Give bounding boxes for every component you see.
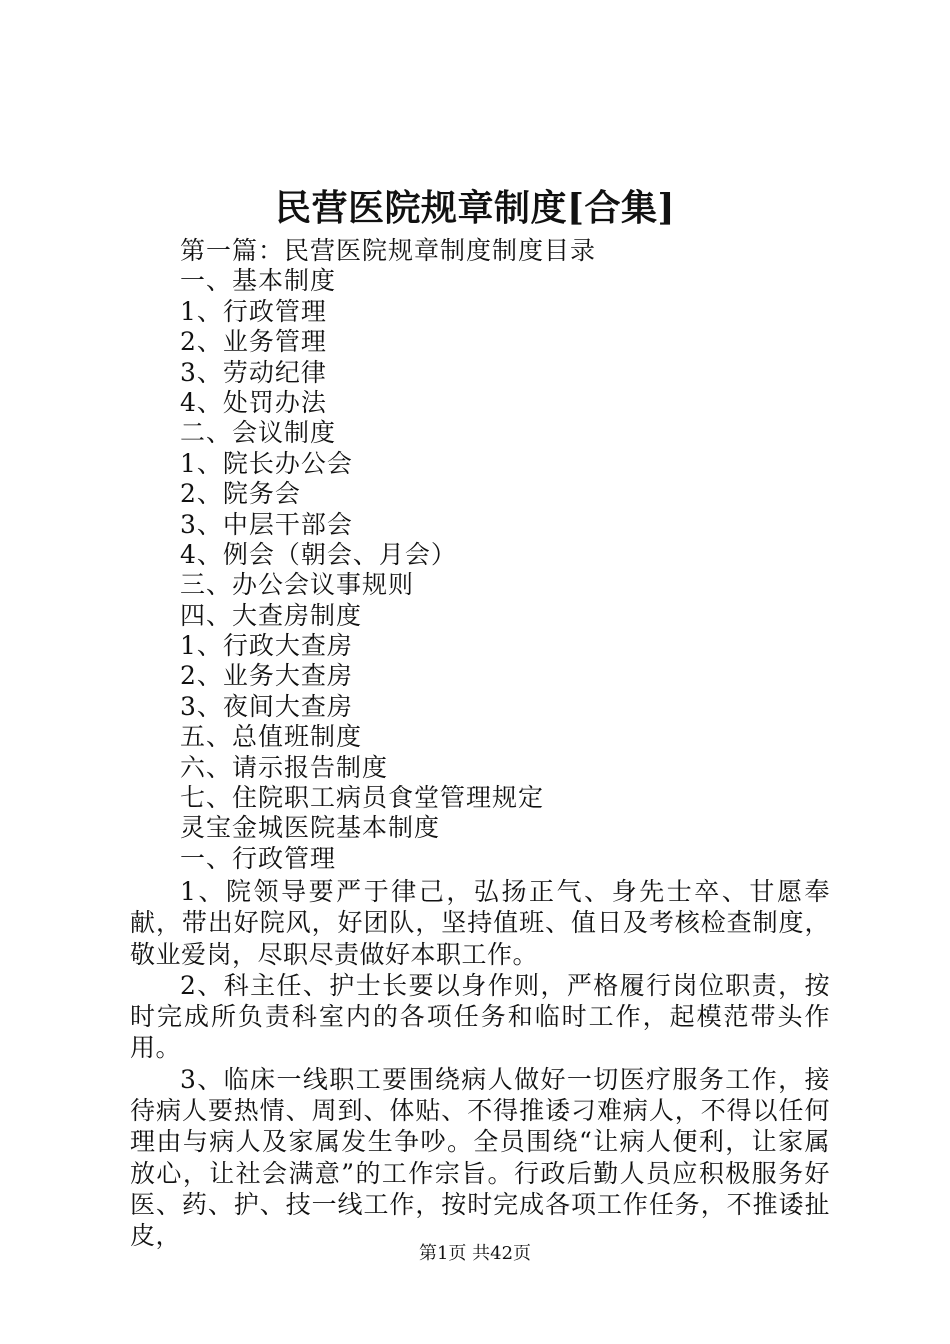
document-title: 民营医院规章制度[合集] — [274, 187, 676, 229]
toc-line: 3、中层干部会 — [180, 509, 353, 539]
body-paragraph: 2、科主任、护士长要以身作则，严格履行岗位职责，按时完成所负责科室内的各项任务和临时工作，起模范带头作用。 — [130, 970, 830, 1063]
toc-line: 2、业务大查房 — [180, 661, 353, 691]
toc-line: 3、劳动纪律 — [180, 357, 327, 387]
toc-line: 二、会议制度 — [180, 418, 337, 448]
toc-line: 四、大查房制度 — [180, 600, 363, 630]
toc-line: 1、行政管理 — [180, 296, 327, 326]
toc-line: 4、例会（朝会、月会） — [180, 539, 457, 569]
toc-line: 五、总值班制度 — [180, 722, 363, 752]
toc-line: 三、办公会议事规则 — [180, 570, 415, 600]
table-of-contents — [180, 236, 880, 874]
toc-line: 六、请示报告制度 — [180, 752, 389, 782]
toc-line: 2、院务会 — [180, 479, 301, 509]
toc-line: 2、业务管理 — [180, 327, 327, 357]
toc-line: 七、住院职工病员食堂管理规定 — [180, 783, 545, 813]
body-paragraph: 1、院领导要严于律己，弘扬正气、身先士卒、甘愿奉献，带出好院风，好团队，坚持值班、值日及考核检查制度，敬业爱岗，尽职尽责做好本职工作。 — [130, 877, 830, 969]
body-text — [130, 876, 830, 1252]
toc-line: 一、行政管理 — [180, 843, 337, 873]
toc-line: 1、院长办公会 — [180, 448, 353, 478]
toc-line: 一、基本制度 — [180, 266, 337, 296]
toc-line: 灵宝金城医院基本制度 — [180, 813, 441, 843]
toc-line: 4、处罚办法 — [180, 387, 327, 417]
toc-line: 3、夜间大查房 — [180, 691, 353, 721]
toc-line: 第一篇：民营医院规章制度制度目录 — [180, 236, 597, 265]
page-footer: 第1页 共42页 — [418, 1243, 532, 1264]
body-paragraph: 3、临床一线职工要围绕病人做好一切医疗服务工作，接待病人要热情、周到、体贴、不得推诿刁难病人，不得以任何理由与病人及家属发生争吵。全员围绕“让病人便利，让家属放心，让社会满意”的工作宗旨。行政后勤人员应积极服务好医、药、护、技一线工作，按时完成各项工作任务，不推诿扯皮， — [130, 1064, 830, 1251]
toc-line: 1、行政大查房 — [180, 631, 353, 661]
